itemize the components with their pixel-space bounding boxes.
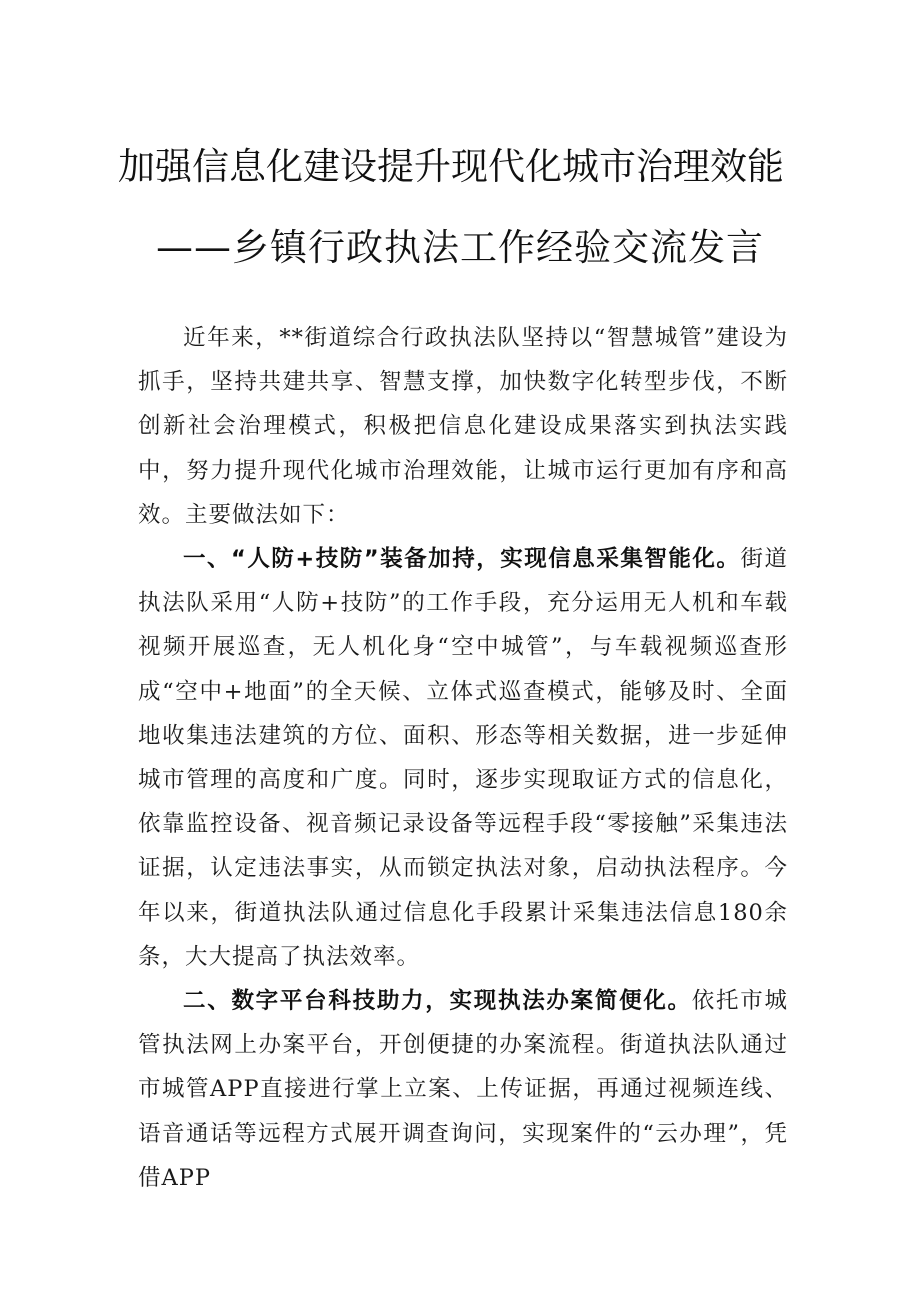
- section-heading: 二、数字平台科技助力，实现执法办案简便化。: [183, 988, 692, 1015]
- paragraph-text: 依托市城管执法网上办案平台，开创便捷的办案流程。街道执法队通过市城管APP直接进行掌上立案、上传证据，再通过视频连线、语音通话等远程方式展开调查询问，实现案件的“云办理”，凭借APP: [138, 988, 788, 1191]
- section-heading: 一、“人防+技防”装备加持，实现信息采集智能化。: [183, 546, 741, 573]
- document-body: [138, 316, 788, 1200]
- document-title: 加强信息化建设提升现代化城市治理效能: [118, 145, 784, 188]
- paragraph-text: 近年来，**街道综合行政执法队坚持以“智慧城管”建设为抓手，坚持共建共享、智慧支撑，加快数字化转型步伐，不断创新社会治理模式，积极把信息化建设成果落实到执法实践中，努力提升现代化城市治理效能，让城市运行更加有序和高效。主要做法如下：: [138, 325, 788, 528]
- paragraph-text: 街道执法队采用“人防+技防”的工作手段，充分运用无人机和车载视频开展巡查，无人机化身“空中城管”，与车载视频巡查形成“空中+地面”的全天候、立体式巡查模式，能够及时、全面地收集违法建筑的方位、面积、形态等相关数据，进一步延伸城市管理的高度和广度。同时，逐步实现取证方式的信息化，依靠监控设备、视音频记录设备等远程手段“零接触”采集违法证据，认定违法事实，从而锁定执法对象，启动执法程序。今年以来，街道执法队通过信息化手段累计采集违法信息180余条，大大提高了执法效率。: [138, 546, 788, 970]
- paragraph-intro: [138, 316, 788, 537]
- paragraph-section-2: [138, 979, 788, 1200]
- document-subtitle: ——乡镇行政执法工作经验交流发言: [156, 226, 764, 269]
- paragraph-section-1: [138, 537, 788, 979]
